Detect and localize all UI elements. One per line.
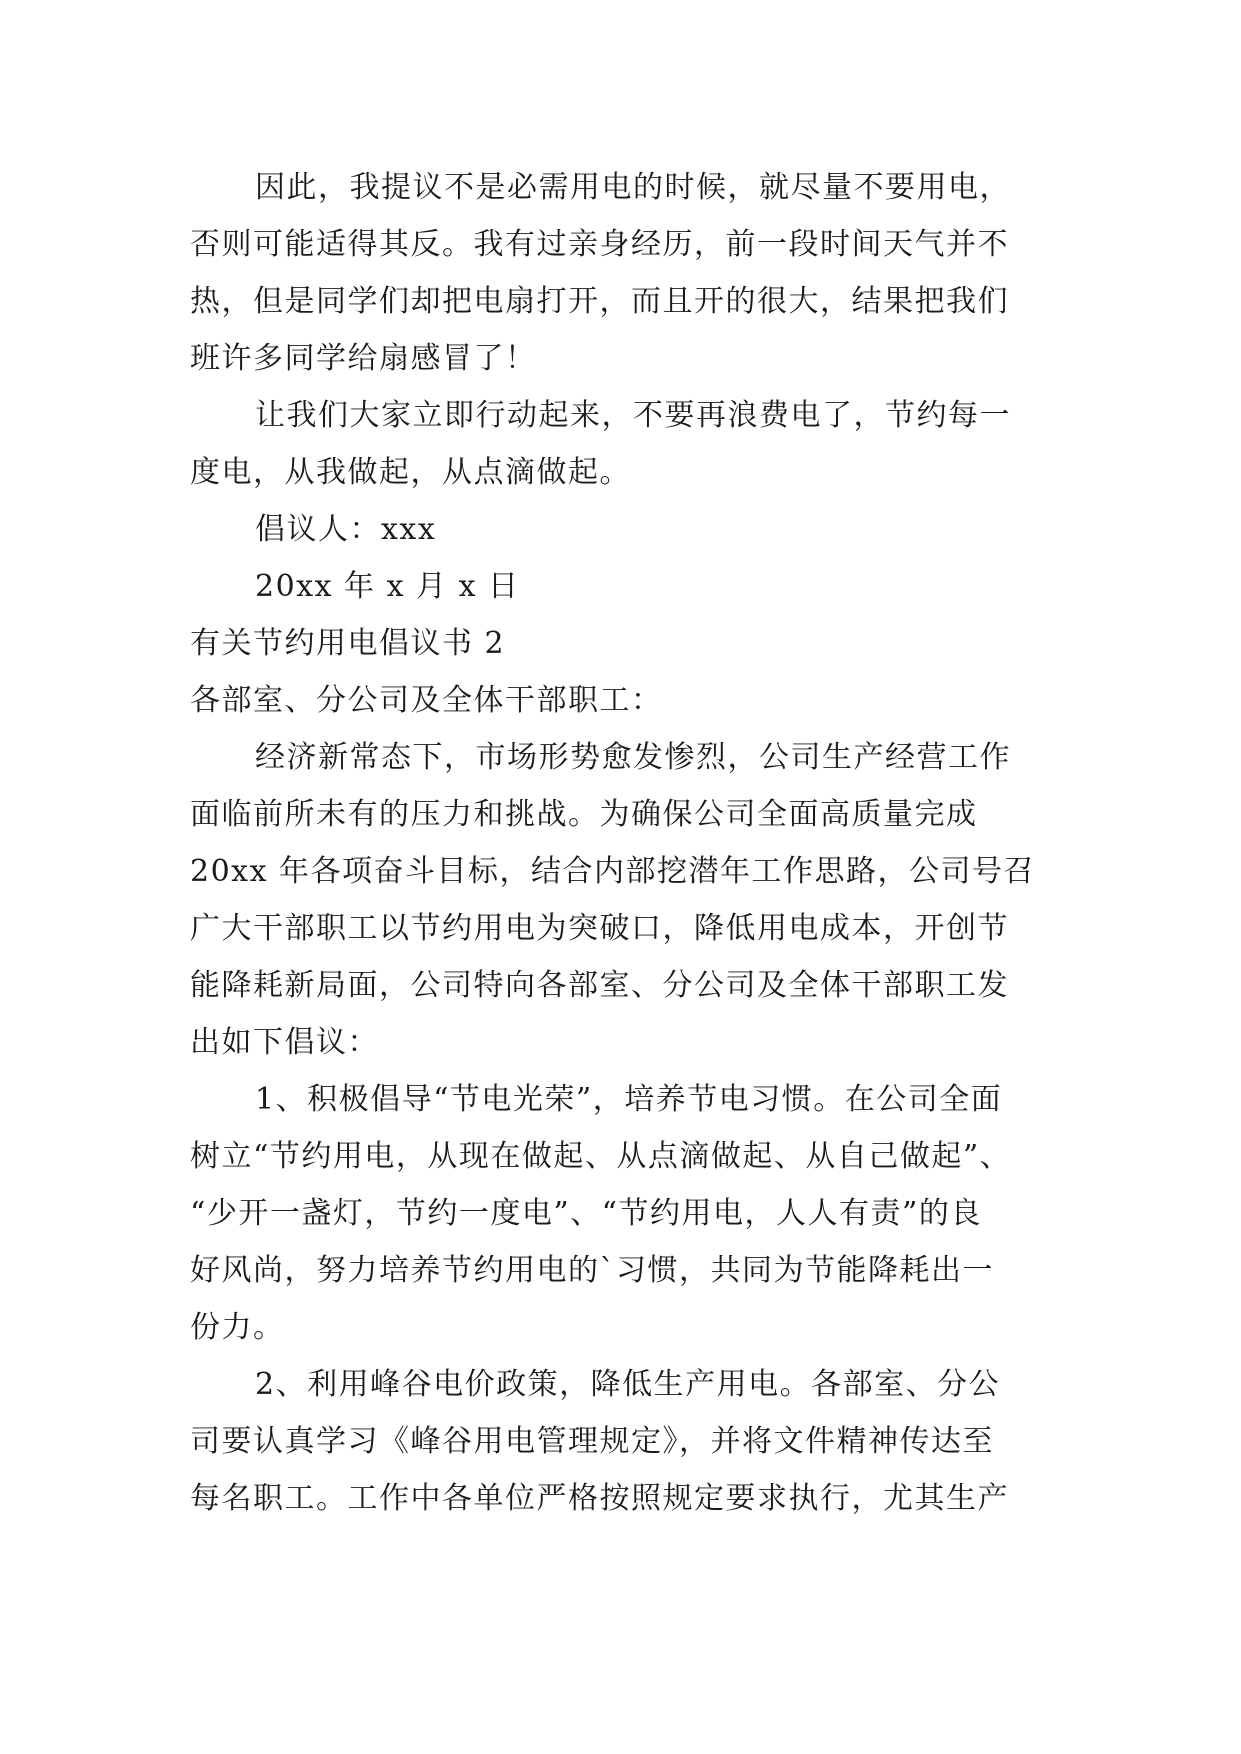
signatory-line: 倡议人：xxx bbox=[255, 512, 437, 547]
item-2-line-1: 2、利用峰谷电价政策，降低生产用电。各部室、分公 bbox=[255, 1367, 1001, 1402]
paragraph-3-line-4: 广大干部职工以节约用电为突破口，降低用电成本，开创节 bbox=[190, 911, 1009, 946]
paragraph-1-line-2: 否则可能适得其反。我有过亲身经历，前一段时间天气并不 bbox=[190, 227, 1009, 262]
item-1-line-3: “少开一盏灯，节约一度电”、“节约用电，人人有责”的良 bbox=[190, 1196, 982, 1231]
paragraph-2-line-1: 让我们大家立即行动起来，不要再浪费电了，节约每一 bbox=[255, 398, 1011, 433]
paragraph-2-line-2: 度电，从我做起，从点滴做起。 bbox=[190, 455, 631, 490]
salutation: 各部室、分公司及全体干部职工： bbox=[190, 683, 663, 718]
date-line: 20xx 年 x 月 x 日 bbox=[255, 569, 520, 604]
paragraph-3-line-2: 面临前所未有的压力和挑战。为确保公司全面高质量完成 bbox=[190, 797, 978, 832]
item-1-line-1: 1、积极倡导“节电光荣”，培养节电习惯。在公司全面 bbox=[255, 1082, 1003, 1117]
paragraph-1-line-3: 热，但是同学们却把电扇打开，而且开的很大，结果把我们 bbox=[190, 284, 1009, 319]
item-2-line-2: 司要认真学习《峰谷用电管理规定》，并将文件精神传达至 bbox=[190, 1424, 994, 1459]
paragraph-1-line-1: 因此，我提议不是必需用电的时候，就尽量不要用电， bbox=[255, 170, 1011, 205]
paragraph-1-line-4: 班许多同学给扇感冒了！ bbox=[190, 341, 537, 376]
paragraph-3-line-6: 出如下倡议： bbox=[190, 1025, 379, 1060]
section-title: 有关节约用电倡议书 2 bbox=[190, 626, 506, 661]
paragraph-3-line-5: 能降耗新局面，公司特向各部室、分公司及全体干部职工发 bbox=[190, 968, 1009, 1003]
paragraph-3-line-1: 经济新常态下，市场形势愈发惨烈，公司生产经营工作 bbox=[255, 740, 1011, 775]
paragraph-3-line-3: 20xx 年各项奋斗目标，结合内部挖潜年工作思路，公司号召 bbox=[190, 854, 1036, 889]
item-1-line-4: 好风尚，努力培养节约用电的`习惯，共同为节能降耗出一 bbox=[190, 1253, 994, 1288]
item-1-line-2: 树立“节约用电，从现在做起、从点滴做起、从自己做起”、 bbox=[190, 1139, 1012, 1174]
item-2-line-3: 每名职工。工作中各单位严格按照规定要求执行，尤其生产 bbox=[190, 1481, 1009, 1516]
item-1-line-5: 份力。 bbox=[190, 1310, 285, 1345]
